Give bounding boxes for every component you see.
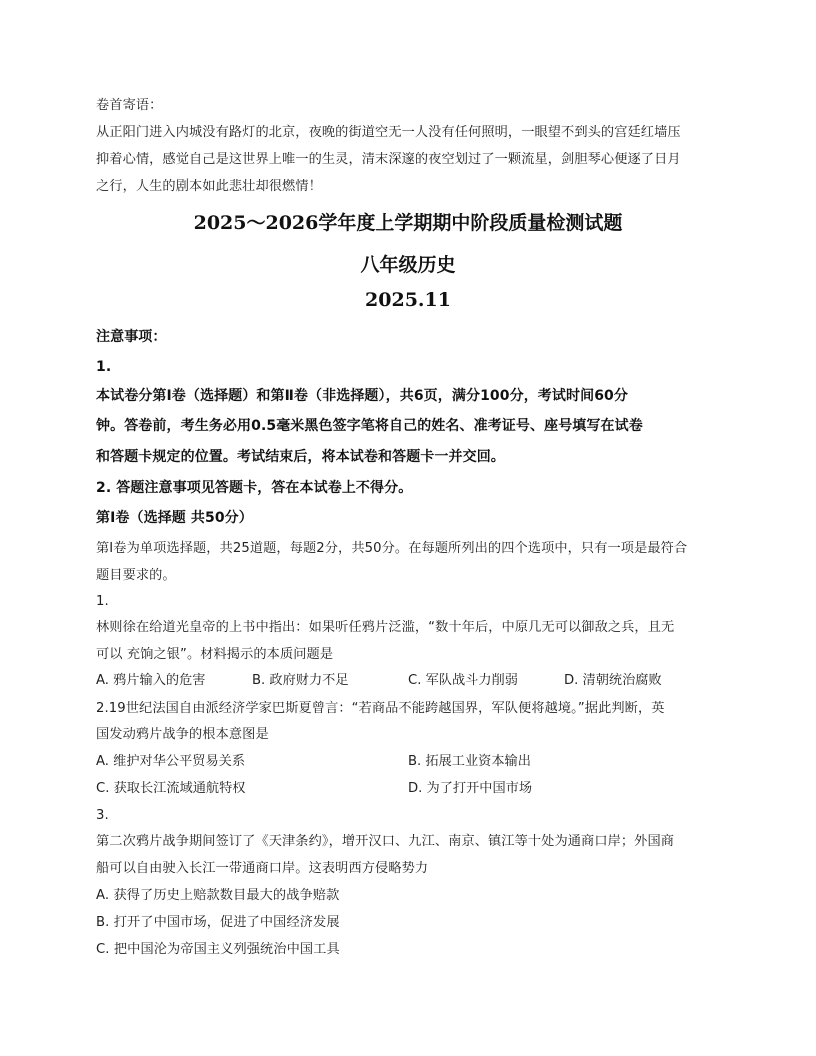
exam-date: 2025.11 xyxy=(365,289,451,311)
question-3-stem-line: 船可以自由驶入长江一带通商口岸。这表明西方侵略势力 xyxy=(96,861,429,876)
notice-item-number: 1. xyxy=(96,359,112,375)
preface-line: 从正阳门进入内城没有路灯的北京，夜晚的街道空无一人没有任何照明，一眼望不到头的宫廷红墙压 xyxy=(96,125,681,140)
question-1-option-b: B. 政府财力不足 xyxy=(252,673,349,688)
question-2-option-c: C. 获取长江流域通航特权 xyxy=(96,781,246,796)
exam-subject: 八年级历史 xyxy=(360,254,456,276)
question-1-option-a: A. 鸦片输入的危害 xyxy=(96,673,206,688)
preface-line: 抑着心情，感觉自己是这世界上唯一的生灵，清末深邃的夜空划过了一颗流星，剑胆琴心便逐了日月 xyxy=(96,152,681,167)
question-1-stem-line: 可以 充饷之银”。材料揭示的本质问题是 xyxy=(96,647,334,662)
question-1-number: 1. xyxy=(96,594,109,609)
question-3-option-a: A. 获得了历史上赔款数目最大的战争赔款 xyxy=(96,888,340,903)
notice-item-line: 和答题卡规定的位置。考试结束后，将本试卷和答题卡一并交回。 xyxy=(96,449,505,465)
question-3-option-c: C. 把中国沦为帝国主义列强统治中国工具 xyxy=(96,942,340,957)
notice-item-line: 本试卷分第Ⅰ卷（选择题）和第Ⅱ卷（非选择题），共6页，满分100分，考试时间60分 xyxy=(96,388,628,404)
question-1-option-d: D. 清朝统治腐败 xyxy=(564,673,662,688)
notice-item-line: 钟。答卷前，考生务必用0.5毫米黑色签字笔将自己的姓名、准考证号、座号填写在试卷 xyxy=(96,418,643,434)
question-2-option-a: A. 维护对华公平贸易关系 xyxy=(96,754,246,769)
question-3-number: 3. xyxy=(96,808,109,823)
question-1-option-c: C. 军队战斗力削弱 xyxy=(408,673,518,688)
preface-line: 之行，人生的剧本如此悲壮却很燃情！ xyxy=(96,179,322,194)
question-2-option-b: B. 拓展工业资本输出 xyxy=(408,754,531,769)
section-intro-line: 题目要求的。 xyxy=(96,568,176,583)
question-1-stem-line: 林则徐在给道光皇帝的上书中指出：如果听任鸦片泛滥，“数十年后，中原几无可以御敌之兵，且无 xyxy=(96,620,675,635)
question-2-option-d: D. 为了打开中国市场 xyxy=(408,781,533,796)
exam-title: 2025～2026学年度上学期期中阶段质量检测试题 xyxy=(193,212,623,234)
preface-label: 卷首寄语： xyxy=(96,98,163,113)
question-2-stem-line: 2.19世纪法国自由派经济学家巴斯夏曾言：“若商品不能跨越国界，军队便将越境。”据此判断，英 xyxy=(96,701,665,716)
notice-item-2: 2. 答题注意事项见答题卡，答在本试卷上不得分。 xyxy=(96,480,413,496)
section-intro-line: 第Ⅰ卷为单项选择题，共25道题，每题2分，共50分。在每题所列出的四个选项中，只有一项是最符合 xyxy=(96,541,688,556)
question-3-stem-line: 第二次鸦片战争期间签订了《天津条约》，增开汉口、九江、南京、镇江等十处为通商口岸；外国商 xyxy=(96,834,675,849)
question-2-stem-line: 国发动鸦片战争的根本意图是 xyxy=(96,727,269,742)
notice-heading: 注意事项： xyxy=(96,329,167,345)
question-3-option-b: B. 打开了中国市场，促进了中国经济发展 xyxy=(96,915,340,930)
section-heading: 第Ⅰ卷（选择题 共50分） xyxy=(96,510,253,526)
